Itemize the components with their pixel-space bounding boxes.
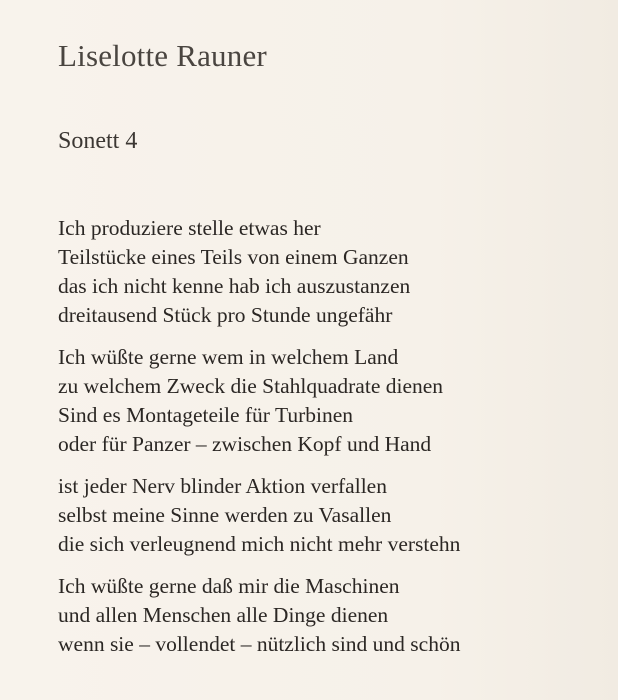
poem-line: Sind es Montageteile für Turbinen bbox=[58, 403, 354, 427]
poem-line: ist jeder Nerv blinder Aktion verfallen bbox=[58, 474, 387, 498]
stanza-2 bbox=[58, 343, 598, 459]
stanza-1 bbox=[58, 214, 598, 330]
stanza-4 bbox=[58, 572, 598, 659]
poem-line: Ich wüßte gerne daß mir die Maschinen bbox=[58, 574, 400, 598]
poem-line: Ich wüßte gerne wem in welchem Land bbox=[58, 345, 399, 369]
poem-line: und allen Menschen alle Dinge dienen bbox=[58, 603, 389, 627]
poem-line: dreitausend Stück pro Stunde ungefähr bbox=[58, 303, 393, 327]
stanza-3 bbox=[58, 472, 598, 559]
poem-line: selbst meine Sinne werden zu Vasallen bbox=[58, 503, 392, 527]
author-name: Liselotte Rauner bbox=[58, 38, 267, 73]
poem-line: die sich verleugnend mich nicht mehr verstehn bbox=[58, 532, 461, 556]
poem-line: zu welchem Zweck die Stahlquadrate dienen bbox=[58, 374, 444, 398]
poem-line: Teilstücke eines Teils von einem Ganzen bbox=[58, 245, 409, 269]
poem-line: wenn sie – vollendet – nützlich sind und schön bbox=[58, 632, 461, 656]
poem-line: das ich nicht kenne hab ich auszustanzen bbox=[58, 274, 411, 298]
poem-line: Ich produziere stelle etwas her bbox=[58, 216, 321, 240]
poem-line: oder für Panzer – zwischen Kopf und Hand bbox=[58, 432, 432, 456]
poem-body bbox=[58, 214, 598, 672]
poem-title: Sonett 4 bbox=[58, 128, 138, 154]
